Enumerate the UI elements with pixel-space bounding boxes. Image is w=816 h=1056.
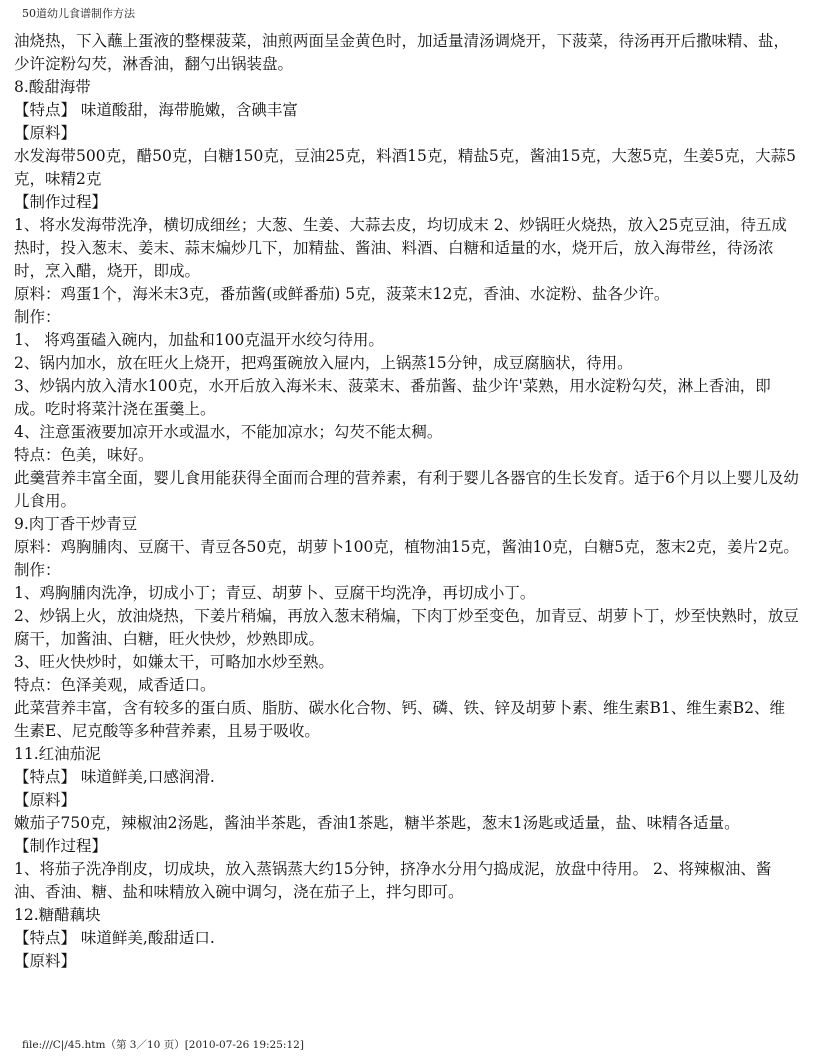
text-line: 原料：鸡胸脯肉、豆腐干、青豆各50克，胡萝卜100克，植物油15克，酱油10克，白糖5克，葱末2克，姜片2克。 xyxy=(14,538,799,556)
text-line: 3、旺火快炒时，如嫌太干，可略加水炒至熟。 xyxy=(14,653,334,671)
text-line: 【原料】 xyxy=(14,952,77,970)
section-title: 11.红油茄泥 xyxy=(14,745,101,763)
text-line: 特点：色泽美观，咸香适口。 xyxy=(14,676,216,694)
section-title: 12.糖醋藕块 xyxy=(14,906,101,924)
text-line: 1、鸡胸脯肉洗净，切成小丁；青豆、胡萝卜、豆腐干均洗净，再切成小丁。 xyxy=(14,584,536,602)
text-line: 【原料】 xyxy=(14,791,77,809)
text-line: 【制作过程】 xyxy=(14,837,108,855)
text-line: 原料：鸡蛋1个，海米末3克，番茄酱(或鲜番茄) 5克，菠菜末12克，香油、水淀粉、盐各少许。 xyxy=(14,285,670,303)
page-footer: file:///C|/45.htm（第 3／10 页）[2010-07-26 19:25:12] xyxy=(22,1039,304,1051)
text-line: 特点：色美，味好。 xyxy=(14,446,154,464)
text-line: 3、炒锅内放入清水100克，水开后放入海米末、菠菜末、番茄酱、盐少许'菜熟，用水淀粉勾芡，淋上香油，即成。吃时将菜汁浇在蛋羹上。 xyxy=(14,377,771,418)
text-line: 水发海带500克，醋50克，白糖150克，豆油25克，料酒15克，精盐5克，酱油15克，大葱5克，生姜5克，大蒜5克，味精2克 xyxy=(14,147,797,188)
text-line: 1、将茄子洗净削皮，切成块，放入蒸锅蒸大约15分钟，挤净水分用勺捣成泥，放盘中待用。 2、将辣椒油、酱油、香油、糖、盐和味精放入碗中调匀，浇在茄子上，拌匀即可。 xyxy=(14,860,772,901)
text-line: 此菜营养丰富，含有较多的蛋白质、脂肪、碳水化合物、钙、磷、铁、锌及胡萝卜素、维生素B1、维生素B2、维生素E、尼克酸等多种营养素，且易于吸收。 xyxy=(14,699,786,740)
text-line: 2、炒锅上火，放油烧热，下姜片稍煸，再放入葱末稍煸，下肉丁炒至变色，加青豆、胡萝卜丁，炒至快熟时，放豆腐干，加酱油、白糖，旺火快炒，炒熟即成。 xyxy=(14,607,799,648)
page-header: 50道幼儿食谱制作方法 xyxy=(22,7,135,20)
text-line: 4、注意蛋液要加凉开水或温水，不能加凉水；勾芡不能太稠。 xyxy=(14,423,443,441)
text-line: 油烧热，下入蘸上蛋液的整棵菠菜，油煎两面呈金黄色时，加适量清汤调烧开，下菠菜，待汤再开后撒味精、盐，少许淀粉勾芡，淋香油，翻勺出锅装盘。 xyxy=(14,32,790,73)
text-line: 制作： xyxy=(14,561,61,579)
text-line: 此羹营养丰富全面，婴儿食用能获得全面而合理的营养素，有利于婴儿各器官的生长发育。适于6个月以上婴儿及幼儿食用。 xyxy=(14,469,799,510)
text-line: 嫩茄子750克，辣椒油2汤匙，酱油半茶匙，香油1茶匙，糖半茶匙，葱末1汤匙或适量，盐、味精各适量。 xyxy=(14,814,740,832)
text-line: 【原料】 xyxy=(14,124,77,142)
text-line: 制作： xyxy=(14,308,61,326)
text-line: 【特点】 味道鲜美,口感润滑. xyxy=(14,768,215,786)
section-title: 8.酸甜海带 xyxy=(14,78,91,96)
text-line: 【制作过程】 xyxy=(14,193,108,211)
document-body xyxy=(14,30,800,973)
section-title: 9.肉丁香干炒青豆 xyxy=(14,515,138,533)
text-line: 1、 将鸡蛋磕入碗内，加盐和100克温开水绞匀待用。 xyxy=(14,331,384,349)
text-line: 【特点】 味道酸甜，海带脆嫩，含碘丰富 xyxy=(14,101,298,119)
text-line: 【特点】 味道鲜美,酸甜适口. xyxy=(14,929,215,947)
text-line: 1、将水发海带洗净，横切成细丝；大葱、生姜、大蒜去皮，均切成末 2、炒锅旺火烧热，放入25克豆油，待五成热时，投入葱末、姜末、蒜末煸炒几下，加精盐、酱油、料酒、白糖和适量的水，烧开后，放入海带丝，待汤浓时，烹入醋，烧开，即成。 xyxy=(14,216,787,280)
text-line: 2、锅内加水，放在旺火上烧开，把鸡蛋碗放入屉内，上锅蒸15分钟，成豆腐脑状，待用。 xyxy=(14,354,633,372)
